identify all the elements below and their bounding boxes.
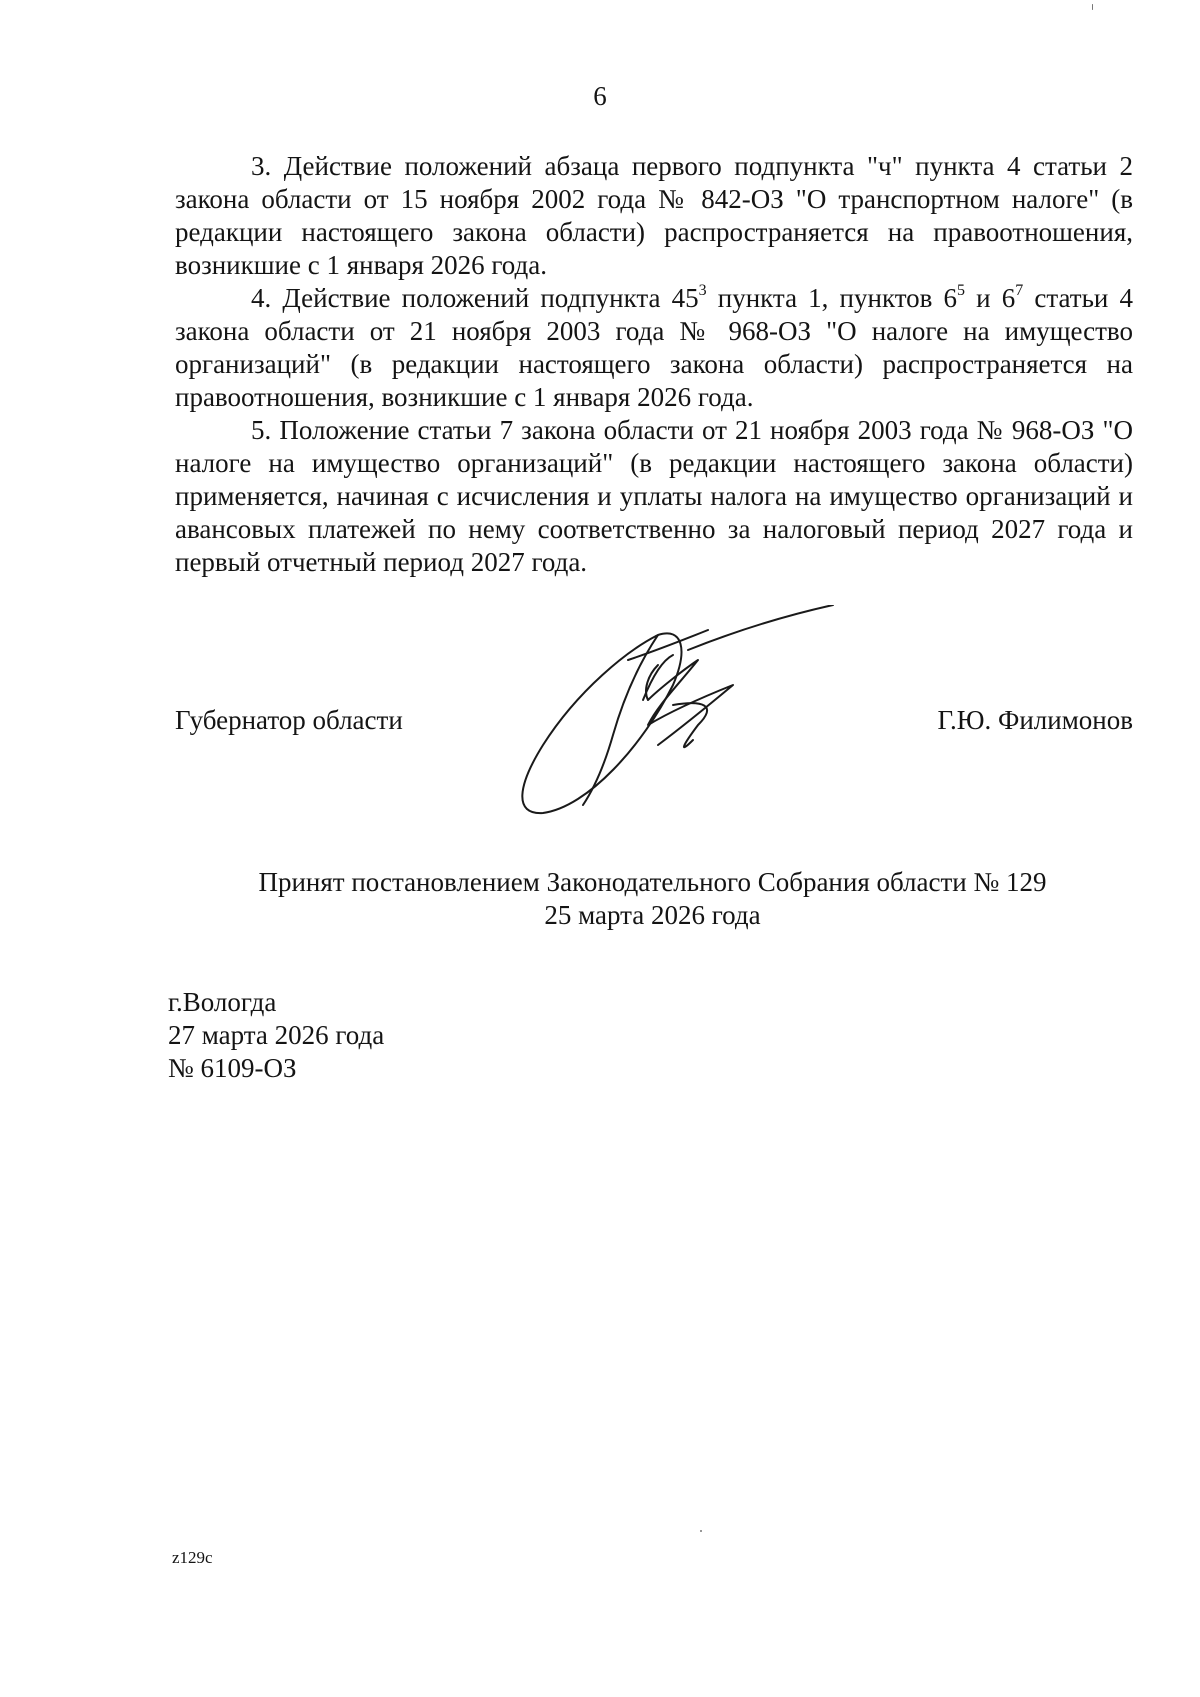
issue-city: г.Вологда [168,987,277,1017]
issue-details [168,986,384,1085]
document-body [175,150,1133,579]
page-number: 6 [593,81,607,111]
scan-speck [1092,4,1093,10]
superscript: 5 [957,282,966,299]
issue-date: 27 марта 2026 года [168,1020,385,1050]
paragraph-3: 3. Действие положений абзаца первого подпункта "ч" пункта 4 статьи 2 закона области от 15 ноября 2002 года № 842-ОЗ "О транспортном налоге" (в редакции настоящего закона области) распространяется на правоотношения, возникшие с 1 января 2026 года. [175,151,1133,280]
paragraph-5: 5. Положение статьи 7 закона области от 21 ноября 2003 года № 968-ОЗ "О налоге на имущество организаций" (в редакции настоящего закона области) применяется, начиная с исчисления и уплаты налога на имущество организаций и авансовых платежей по нему соответственно за налоговый период 2027 года и первый отчетный период 2027 года. [175,415,1133,577]
signatory-title: Губернатор области [175,705,403,735]
signatory-name: Г.Ю. Филимонов [937,705,1133,735]
adoption-note [0,866,1200,932]
handwritten-signature [508,605,838,825]
superscript: 7 [1015,282,1024,299]
adoption-line-1: Принят постановлением Законодательного Собрания области № 129 [258,867,1047,897]
adoption-line-2: 25 марта 2026 года [544,900,761,930]
law-number: № 6109-ОЗ [168,1053,297,1083]
document-code: z129c [172,1548,213,1567]
scan-speck [700,1530,702,1532]
paragraph-4: 4. Действие положений подпункта $45^3$ пункта 1, пунктов $6^5$ и $6^7$ статьи 4 закона области от 21 ноября 2003 года № 968-ОЗ "О налоге на имущество организаций" (в редакции настоящего закона области) распространяется на правоотношения, возникшие с 1 января 2026 года. [175,282,1133,412]
superscript: 3 [698,282,707,299]
